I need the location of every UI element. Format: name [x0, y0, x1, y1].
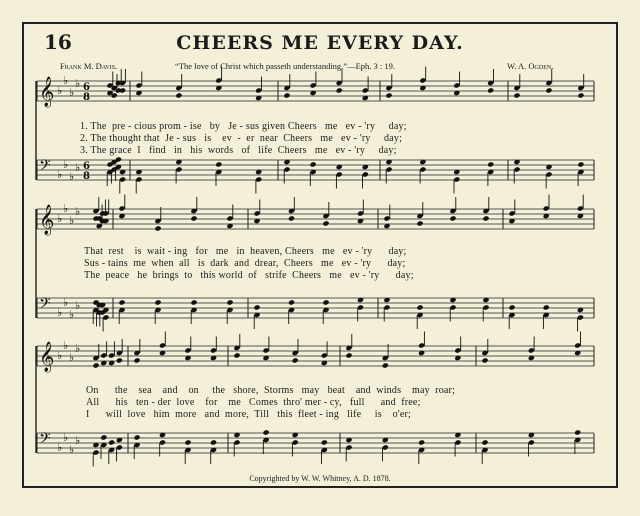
note-head: [416, 220, 423, 226]
flat-icon: ♭: [69, 308, 75, 321]
note-head: [543, 304, 550, 310]
flat-icon: ♭: [63, 431, 69, 444]
flat-icon: ♭: [57, 168, 63, 181]
lyric-line: All his ten - der love for me Comes thro' mer - cy, full and free;: [86, 397, 421, 408]
page-number: 16: [44, 30, 72, 54]
note-head: [577, 92, 584, 98]
time-signature-bottom: 8: [83, 92, 90, 103]
note-head: [545, 87, 552, 93]
flat-icon: ♭: [75, 161, 81, 174]
author-credit: Frank M. Davis.: [60, 61, 118, 71]
flat-icon: ♭: [63, 296, 69, 309]
note-head: [449, 215, 456, 221]
note-head: [116, 357, 123, 363]
time-signature-top: 6: [83, 82, 90, 93]
flat-icon: ♭: [69, 86, 75, 99]
note-head: [288, 215, 295, 221]
note-head: [226, 299, 233, 305]
note-head: [190, 299, 197, 305]
note-head: [416, 304, 423, 310]
flat-icon: ♭: [69, 351, 75, 364]
note-head: [481, 357, 488, 363]
bass-clef-icon: 𝄢: [39, 430, 51, 451]
note-head: [118, 299, 125, 305]
flat-icon: ♭: [75, 77, 81, 90]
lyric-line: I will love him more and more, Till this fleet - ing life is o'er;: [86, 409, 411, 420]
note-head: [119, 87, 126, 93]
note-head: [253, 304, 260, 310]
note-head: [513, 92, 520, 98]
flat-icon: ♭: [69, 170, 75, 183]
note-head: [175, 92, 182, 98]
note-head: [184, 439, 191, 445]
treble-clef-icon: 𝄞: [39, 342, 55, 372]
scripture-epigraph: “The love of Christ which passeth understanding.”—Eph. 3 : 19.: [175, 61, 396, 71]
note-head: [481, 439, 488, 445]
flat-icon: ♭: [75, 434, 81, 447]
flat-icon: ♭: [69, 214, 75, 227]
note-head: [487, 161, 494, 167]
bass-clef-icon: 𝄢: [39, 157, 51, 178]
note-head: [233, 352, 240, 358]
note-head: [322, 220, 329, 226]
note-head: [100, 434, 107, 440]
flat-icon: ♭: [75, 205, 81, 218]
flat-icon: ♭: [63, 202, 69, 215]
time-signature-top: 6: [83, 161, 90, 172]
time-signature-bottom: 8: [83, 171, 90, 182]
lyric-line: Sus - tains me when all is dark and drear, Cheers me ev - 'ry day;: [84, 258, 406, 269]
note-head: [322, 299, 329, 305]
note-head: [508, 304, 515, 310]
bass-clef-icon: 𝄢: [39, 295, 51, 316]
copyright-notice: Copyrighted by W. W. Whitney, A. D. 1878.: [249, 474, 391, 483]
note-head: [108, 439, 115, 445]
note-head: [210, 439, 217, 445]
lyric-line: The peace he brings to this world of strife Cheers me ev - 'ry day;: [84, 270, 414, 281]
note-head: [418, 439, 425, 445]
note-head: [154, 225, 161, 231]
hymn-title: CHEERS ME EVERY DAY.: [176, 32, 464, 54]
note-head: [487, 87, 494, 93]
lyric-line: 2. The thought that Je - sus is ev - er near Cheers me ev - 'ry day;: [80, 133, 403, 144]
note-head: [482, 215, 489, 221]
lyric-line: 1. The pre - cious prom - ise by Je - sus given Cheers me ev - 'ry day;: [80, 121, 407, 132]
note-head: [283, 92, 290, 98]
flat-icon: ♭: [69, 443, 75, 456]
treble-clef-icon: 𝄞: [39, 77, 55, 107]
note-head: [190, 215, 197, 221]
note-head: [385, 92, 392, 98]
composer-credit: W. A. Ogden.: [507, 61, 554, 71]
note-head: [92, 362, 99, 368]
note-head: [574, 429, 581, 435]
note-head: [321, 439, 328, 445]
flat-icon: ♭: [63, 74, 69, 87]
flat-icon: ♭: [57, 84, 63, 97]
flat-icon: ♭: [57, 441, 63, 454]
flat-icon: ♭: [63, 339, 69, 352]
note-head: [577, 161, 584, 167]
flat-icon: ♭: [63, 158, 69, 171]
note-head: [292, 357, 299, 363]
note-head: [310, 161, 317, 167]
flat-icon: ♭: [57, 306, 63, 319]
note-head: [382, 362, 389, 368]
treble-clef-icon: 𝄞: [39, 205, 55, 235]
note-head: [336, 87, 343, 93]
flat-icon: ♭: [75, 299, 81, 312]
note-head: [345, 352, 352, 358]
note-head: [154, 299, 161, 305]
lyric-line: That rest is wait - ing for me in heaven, Cheers me ev - 'ry day;: [84, 246, 407, 257]
note-head: [288, 299, 295, 305]
flat-icon: ♭: [57, 212, 63, 225]
note-head: [133, 357, 140, 363]
note-head: [263, 429, 270, 435]
note-head: [215, 161, 222, 167]
lyric-line: 3. The grace I find in his words of life Cheers me ev - 'ry day;: [80, 145, 397, 156]
flat-icon: ♭: [75, 342, 81, 355]
flat-icon: ♭: [57, 349, 63, 362]
lyric-line: On the sea and on the shore, Storms may beat and winds may roar;: [86, 385, 456, 396]
note-head: [133, 434, 140, 440]
